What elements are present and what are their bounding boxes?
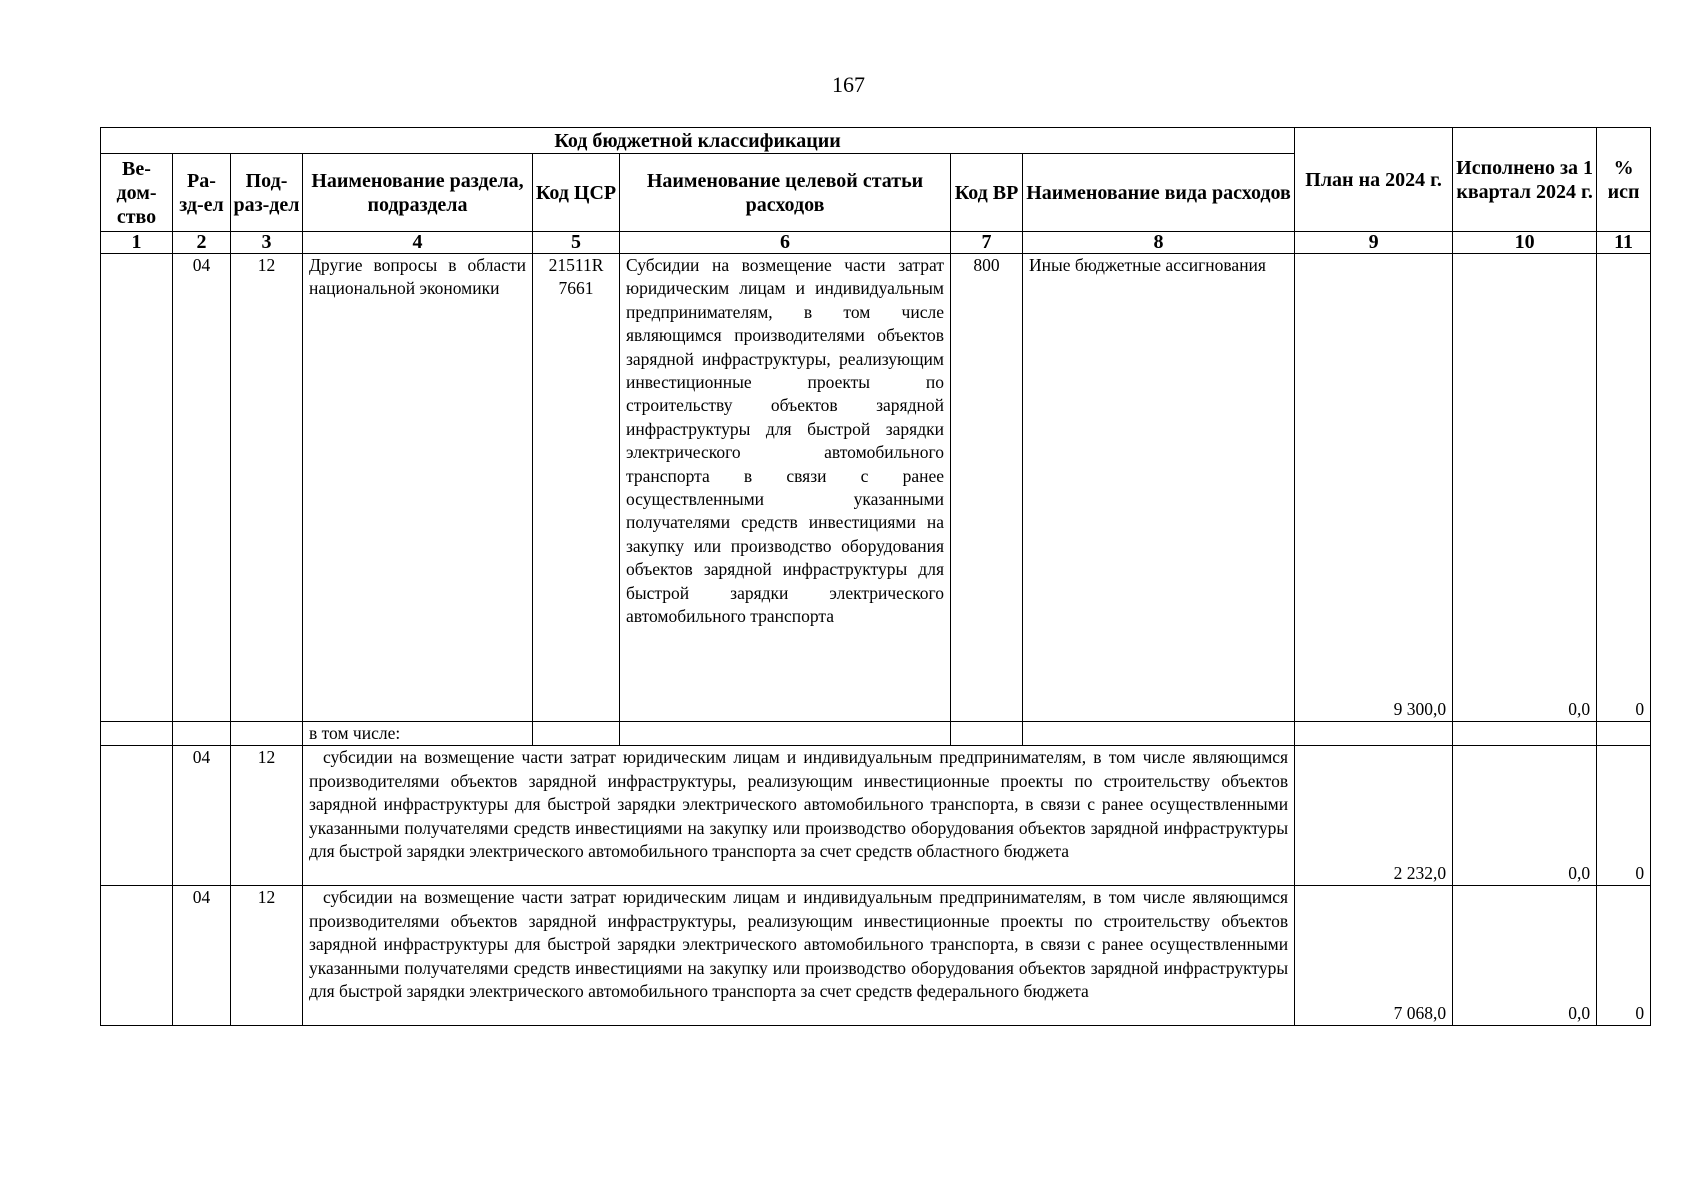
cell-plan: 2 232,0: [1295, 746, 1453, 886]
cell-including-label: в том числе:: [303, 722, 533, 746]
cell-section-name: Другие вопросы в области национальной экономики: [303, 254, 533, 722]
col-number: 3: [231, 232, 303, 254]
col-number: 9: [1295, 232, 1453, 254]
cell-percent: 0: [1597, 254, 1651, 722]
cell-executed: 0,0: [1453, 254, 1597, 722]
cell-vr-name: Иные бюджетные ассигнования: [1023, 254, 1295, 722]
cell-sub1-text: субсидии на возмещение части затрат юридическим лицам и индивидуальным предпринимателям, в том числе являющимся производителями объектов зарядной инфраструктуры, реализующим инвестиционные проекты по строительству объектов зарядной инфраструктуры для быстрой зарядки электрического автомобильного транспорта, в связи с ранее осуществленными указанными получателями средств инвестициями на закупку или производство оборудования объектов зарядной инфраструктуры для быстрой зарядки электрического автомобильного транспорта за счет средств областного бюджета: [303, 746, 1295, 886]
col-header-podrazdel: Под-раз-дел: [231, 154, 303, 232]
cell-csr: 21511R 7661: [533, 254, 620, 722]
cell-vedomstvo: [101, 254, 173, 722]
col-header-executed: Исполнено за 1 квартал 2024 г.: [1453, 128, 1597, 232]
cell-podrazdel: 12: [231, 746, 303, 886]
col-number: 11: [1597, 232, 1651, 254]
page-number: 167: [832, 72, 865, 97]
cell-podrazdel: 12: [231, 254, 303, 722]
col-number: 8: [1023, 232, 1295, 254]
col-header-vedomstvo: Ве-дом-ство: [101, 154, 173, 232]
cell-percent: 0: [1597, 746, 1651, 886]
col-number: 5: [533, 232, 620, 254]
col-header-csr: Код ЦСР: [533, 154, 620, 232]
cell-sub2-text: субсидии на возмещение части затрат юридическим лицам и индивидуальным предпринимателям, в том числе являющимся производителями объектов зарядной инфраструктуры, реализующим инвестиционные проекты по строительству объектов зарядной инфраструктуры для быстрой зарядки электрического автомобильного транспорта, в связи с ранее осуществленными указанными получателями средств инвестициями на закупку или производство оборудования объектов зарядной инфраструктуры для быстрой зарядки электрического автомобильного транспорта за счет средств федерального бюджета: [303, 886, 1295, 1026]
table-row-main: [101, 254, 1651, 722]
cell-razdel: 04: [173, 254, 231, 722]
cell-plan: 7 068,0: [1295, 886, 1453, 1026]
budget-classification-header: Код бюджетной классификации: [101, 128, 1295, 154]
header-row-top: [101, 128, 1651, 154]
col-header-percent: % исп: [1597, 128, 1651, 232]
col-header-plan: План на 2024 г.: [1295, 128, 1453, 232]
cell-podrazdel: 12: [231, 886, 303, 1026]
table-row-including: [101, 722, 1651, 746]
column-numbers-row: [101, 232, 1651, 254]
budget-table: [100, 127, 1651, 1026]
col-number: 1: [101, 232, 173, 254]
cell-target-name: Субсидии на возмещение части затрат юридическим лицам и индивидуальным предпринимателям, в том числе являющимся производителями объектов зарядной инфраструктуры, реализующим инвестиционные проекты по строительству объектов зарядной инфраструктуры для быстрой зарядки электрического автомобильного транспорта в связи с ранее осуществленными указанными получателями средств инвестициями на закупку или производство оборудования объектов зарядной инфраструктуры для быстрой зарядки электрического автомобильного транспорта: [620, 254, 951, 722]
table-row-sub2: [101, 886, 1651, 1026]
cell-executed: 0,0: [1453, 746, 1597, 886]
col-number: 10: [1453, 232, 1597, 254]
col-header-vr: Код ВР: [951, 154, 1023, 232]
cell-plan: 9 300,0: [1295, 254, 1453, 722]
cell-razdel: 04: [173, 746, 231, 886]
col-number: 4: [303, 232, 533, 254]
col-number: 7: [951, 232, 1023, 254]
cell-razdel: 04: [173, 886, 231, 1026]
col-header-section-name: Наименование раздела, подраздела: [303, 154, 533, 232]
col-header-razdel: Ра-зд-ел: [173, 154, 231, 232]
cell-vr: 800: [951, 254, 1023, 722]
col-number: 6: [620, 232, 951, 254]
col-header-target-name: Наименование целевой статьи расходов: [620, 154, 951, 232]
cell-percent: 0: [1597, 886, 1651, 1026]
col-number: 2: [173, 232, 231, 254]
table-row-sub1: [101, 746, 1651, 886]
col-header-vr-name: Наименование вида расходов: [1023, 154, 1295, 232]
cell-executed: 0,0: [1453, 886, 1597, 1026]
